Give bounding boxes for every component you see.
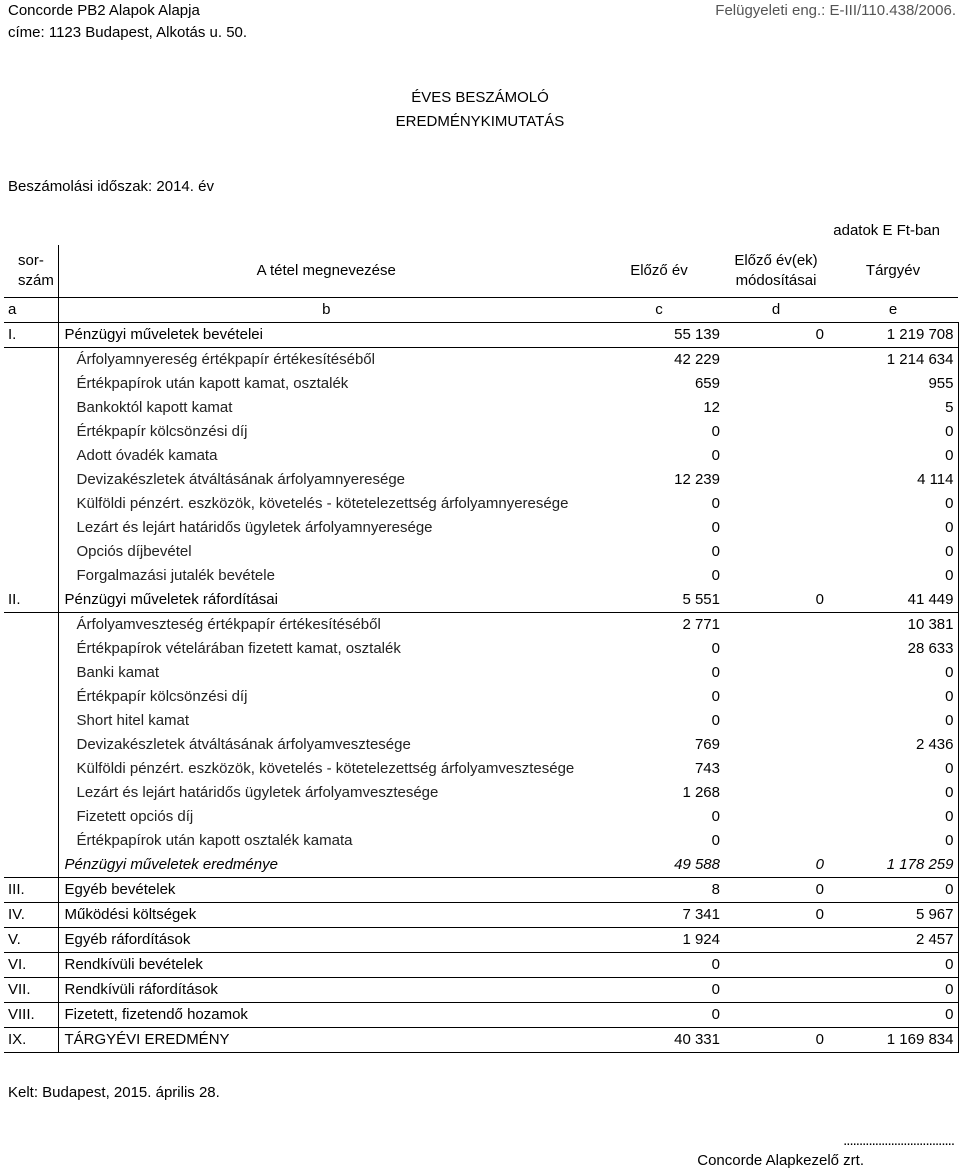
row-current-year: 0	[828, 805, 958, 829]
row-name: Adott óvadék kamata	[76, 447, 218, 464]
row-current-year: 0	[828, 516, 958, 540]
row-prev-year: 0	[711, 832, 720, 849]
row-current-year: 0	[828, 564, 958, 588]
row-number: III.	[4, 878, 58, 903]
row-name: Külföldi pénzért. eszközök, követelés - kötetelezettség árfolyamnyeresége	[76, 495, 569, 512]
row-adjustments	[724, 978, 828, 1003]
row-number	[4, 564, 58, 588]
row-number	[4, 757, 58, 781]
row-adjustments	[724, 540, 828, 564]
fund-name: Concorde PB2 Alapok Alapja	[8, 2, 200, 19]
row-name: Árfolyamnyereség értékpapír értékesítéséből	[76, 351, 375, 368]
table-row	[4, 878, 958, 903]
table-row	[4, 685, 958, 709]
row-number	[4, 661, 58, 685]
col-header-name: A tétel megnevezése	[256, 262, 396, 279]
col-header-adjustments: Előző év(ek) módosításai	[734, 252, 818, 289]
row-prev-year: 5 551	[594, 588, 724, 613]
row-prev-year: 0	[711, 688, 720, 705]
row-current-year: 5 967	[828, 903, 958, 928]
row-adjustments: 0	[724, 588, 828, 613]
row-adjustments	[724, 1003, 828, 1028]
row-name: Árfolyamveszteség értékpapír értékesítéséből	[76, 616, 381, 633]
table-row	[4, 348, 958, 373]
row-adjustments	[724, 781, 828, 805]
row-prev-year: 0	[594, 953, 724, 978]
row-prev-year: 0	[711, 519, 720, 536]
row-prev-year: 0	[711, 712, 720, 729]
row-current-year: 0	[828, 781, 958, 805]
row-current-year: 0	[828, 829, 958, 853]
table-row	[4, 1003, 958, 1028]
table-row	[4, 928, 958, 953]
row-prev-year: 1 268	[682, 784, 720, 801]
row-prev-year: 769	[694, 736, 720, 753]
row-adjustments	[724, 396, 828, 420]
row-current-year: 1 169 834	[828, 1028, 958, 1053]
row-number: IV.	[4, 903, 58, 928]
row-adjustments	[724, 637, 828, 661]
table-row	[4, 853, 958, 878]
row-name: TÁRGYÉVI EREDMÉNY	[58, 1028, 594, 1053]
row-number	[4, 492, 58, 516]
row-current-year: 0	[828, 1003, 958, 1028]
row-name: Értékpapírok vételárában fizetett kamat, osztalék	[76, 640, 401, 657]
fund-header	[8, 0, 247, 44]
row-adjustments	[724, 805, 828, 829]
row-prev-year: 42 229	[674, 351, 720, 368]
row-name: Értékpapír kölcsönzési díj	[76, 688, 248, 705]
table-row	[4, 903, 958, 928]
row-number	[4, 516, 58, 540]
row-name: Egyéb ráfordítások	[58, 928, 594, 953]
row-number	[4, 709, 58, 733]
row-adjustments: 0	[724, 323, 828, 348]
row-current-year: 0	[828, 878, 958, 903]
row-name: Opciós díjbevétel	[76, 543, 192, 560]
row-number: VIII.	[4, 1003, 58, 1028]
supervision-number: Felügyeleti eng.: E-III/110.438/2006.	[715, 2, 956, 19]
column-letter-row	[4, 298, 958, 323]
row-current-year: 1 219 708	[828, 323, 958, 348]
row-number	[4, 468, 58, 492]
row-name: Fizetett, fizetendő hozamok	[58, 1003, 594, 1028]
row-adjustments	[724, 757, 828, 781]
row-adjustments	[724, 492, 828, 516]
row-name: Devizakészletek átváltásának árfolyamnyeresége	[76, 471, 405, 488]
table-row	[4, 444, 958, 468]
row-prev-year: 0	[711, 567, 720, 584]
row-adjustments	[724, 468, 828, 492]
table-row	[4, 323, 958, 348]
row-prev-year: 0	[711, 543, 720, 560]
row-adjustments	[724, 613, 828, 638]
table-row	[4, 540, 958, 564]
row-adjustments	[724, 953, 828, 978]
table-row	[4, 420, 958, 444]
row-number	[4, 372, 58, 396]
issue-date: Kelt: Budapest, 2015. április 28.	[8, 1084, 220, 1101]
table-row	[4, 1028, 958, 1053]
row-number	[4, 781, 58, 805]
row-name: Értékpapírok után kapott osztalék kamata	[76, 832, 353, 849]
row-name: Külföldi pénzért. eszközök, követelés - kötetelezettség árfolyamvesztesége	[76, 760, 575, 777]
row-name: Rendkívüli bevételek	[58, 953, 594, 978]
row-prev-year: 0	[711, 640, 720, 657]
table-row	[4, 733, 958, 757]
signature-line: ...................................	[843, 1132, 954, 1149]
row-adjustments	[724, 564, 828, 588]
row-adjustments	[724, 420, 828, 444]
col-letter-d: d	[724, 298, 828, 323]
table-row	[4, 613, 958, 638]
row-prev-year: 1 924	[594, 928, 724, 953]
col-letter-b: b	[58, 298, 594, 323]
row-adjustments	[724, 444, 828, 468]
row-number	[4, 396, 58, 420]
row-number: VI.	[4, 953, 58, 978]
row-current-year: 0	[828, 685, 958, 709]
row-current-year: 5	[828, 396, 958, 420]
row-adjustments: 0	[724, 878, 828, 903]
reporting-period: Beszámolási időszak: 2014. év	[8, 178, 214, 195]
row-current-year: 0	[828, 661, 958, 685]
row-adjustments	[724, 733, 828, 757]
row-prev-year: 0	[594, 978, 724, 1003]
row-name: Lezárt és lejárt határidős ügyletek árfolyamvesztesége	[76, 784, 439, 801]
row-current-year: 4 114	[828, 468, 958, 492]
table-row	[4, 396, 958, 420]
table-row	[4, 709, 958, 733]
row-prev-year: 0	[711, 495, 720, 512]
row-name: Banki kamat	[76, 664, 160, 681]
row-current-year: 0	[828, 953, 958, 978]
row-name: Értékpapír kölcsönzési díj	[76, 423, 248, 440]
row-prev-year: 7 341	[594, 903, 724, 928]
row-current-year: 0	[828, 420, 958, 444]
row-number: II.	[4, 588, 58, 613]
row-adjustments	[724, 829, 828, 853]
row-name: Pénzügyi műveletek eredménye	[58, 853, 594, 878]
row-number	[4, 613, 58, 638]
report-subtitle: EREDMÉNYKIMUTATÁS	[395, 113, 565, 130]
row-name: Forgalmazási jutalék bevétele	[76, 567, 275, 584]
row-number: V.	[4, 928, 58, 953]
row-current-year: 2 457	[828, 928, 958, 953]
row-current-year: 0	[828, 709, 958, 733]
row-prev-year: 55 139	[594, 323, 724, 348]
row-number	[4, 444, 58, 468]
table-row	[4, 588, 958, 613]
col-header-no: sor- szám	[4, 245, 58, 298]
table-row	[4, 953, 958, 978]
row-current-year: 0	[828, 492, 958, 516]
signatory-name: Concorde Alapkezelő zrt.	[697, 1152, 864, 1169]
row-prev-year: 0	[594, 1003, 724, 1028]
row-number	[4, 805, 58, 829]
units-note: adatok E Ft-ban	[833, 222, 940, 239]
col-header-prev-year: Előző év	[630, 262, 688, 279]
row-prev-year: 49 588	[594, 853, 724, 878]
row-number	[4, 637, 58, 661]
row-number: I.	[4, 323, 58, 348]
table-row	[4, 829, 958, 853]
row-prev-year: 2 771	[682, 616, 720, 633]
row-number: VII.	[4, 978, 58, 1003]
table-row	[4, 637, 958, 661]
row-adjustments	[724, 685, 828, 709]
table-row	[4, 492, 958, 516]
row-current-year: 10 381	[828, 613, 958, 638]
table-row	[4, 781, 958, 805]
table-row	[4, 978, 958, 1003]
table-row	[4, 468, 958, 492]
table-body	[4, 323, 958, 1053]
row-number	[4, 733, 58, 757]
report-title: ÉVES BESZÁMOLÓ	[411, 89, 549, 106]
row-adjustments	[724, 709, 828, 733]
row-prev-year: 743	[694, 760, 720, 777]
row-name: Értékpapírok után kapott kamat, osztalék	[76, 375, 349, 392]
row-current-year: 0	[828, 444, 958, 468]
row-number	[4, 685, 58, 709]
row-number: IX.	[4, 1028, 58, 1053]
fund-address: címe: 1123 Budapest, Alkotás u. 50.	[8, 24, 248, 41]
table-row	[4, 516, 958, 540]
row-adjustments: 0	[724, 853, 828, 878]
row-prev-year: 0	[711, 447, 720, 464]
row-name: Rendkívüli ráfordítások	[58, 978, 594, 1003]
row-adjustments: 0	[724, 1028, 828, 1053]
row-name: Bankoktól kapott kamat	[76, 399, 233, 416]
row-adjustments	[724, 661, 828, 685]
row-prev-year: 0	[711, 664, 720, 681]
row-current-year: 955	[828, 372, 958, 396]
row-name: Short hitel kamat	[76, 712, 190, 729]
row-current-year: 0	[828, 540, 958, 564]
row-prev-year: 12	[703, 399, 720, 416]
row-name: Működési költségek	[58, 903, 594, 928]
row-name: Devizakészletek átváltásának árfolyamvesztesége	[76, 736, 411, 753]
row-number	[4, 540, 58, 564]
row-adjustments: 0	[724, 903, 828, 928]
row-prev-year: 0	[711, 808, 720, 825]
column-header-row	[4, 245, 958, 298]
row-current-year: 28 633	[828, 637, 958, 661]
table-row	[4, 757, 958, 781]
row-current-year: 0	[828, 757, 958, 781]
row-adjustments	[724, 372, 828, 396]
row-prev-year: 0	[711, 423, 720, 440]
table-row	[4, 372, 958, 396]
table-row	[4, 661, 958, 685]
table-row	[4, 564, 958, 588]
row-adjustments	[724, 516, 828, 540]
row-current-year: 41 449	[828, 588, 958, 613]
row-name: Fizetett opciós díj	[76, 808, 194, 825]
income-statement-table	[4, 245, 959, 1053]
row-current-year: 1 178 259	[828, 853, 958, 878]
col-letter-c: c	[594, 298, 724, 323]
col-letter-a: a	[4, 298, 58, 323]
row-prev-year: 659	[694, 375, 720, 392]
row-name: Egyéb bevételek	[58, 878, 594, 903]
row-current-year: 0	[828, 978, 958, 1003]
row-name: Lezárt és lejárt határidős ügyletek árfolyamnyeresége	[76, 519, 433, 536]
row-number	[4, 853, 58, 878]
row-adjustments	[724, 348, 828, 373]
row-prev-year: 40 331	[594, 1028, 724, 1053]
col-header-current-year: Tárgyév	[865, 262, 921, 279]
row-current-year: 1 214 634	[828, 348, 958, 373]
row-prev-year: 12 239	[674, 471, 720, 488]
row-prev-year: 8	[594, 878, 724, 903]
row-adjustments	[724, 928, 828, 953]
col-letter-e: e	[828, 298, 958, 323]
row-number	[4, 348, 58, 373]
row-name: Pénzügyi műveletek bevételei	[58, 323, 594, 348]
row-number	[4, 829, 58, 853]
row-name: Pénzügyi műveletek ráfordításai	[58, 588, 594, 613]
table-row	[4, 805, 958, 829]
row-number	[4, 420, 58, 444]
row-current-year: 2 436	[828, 733, 958, 757]
